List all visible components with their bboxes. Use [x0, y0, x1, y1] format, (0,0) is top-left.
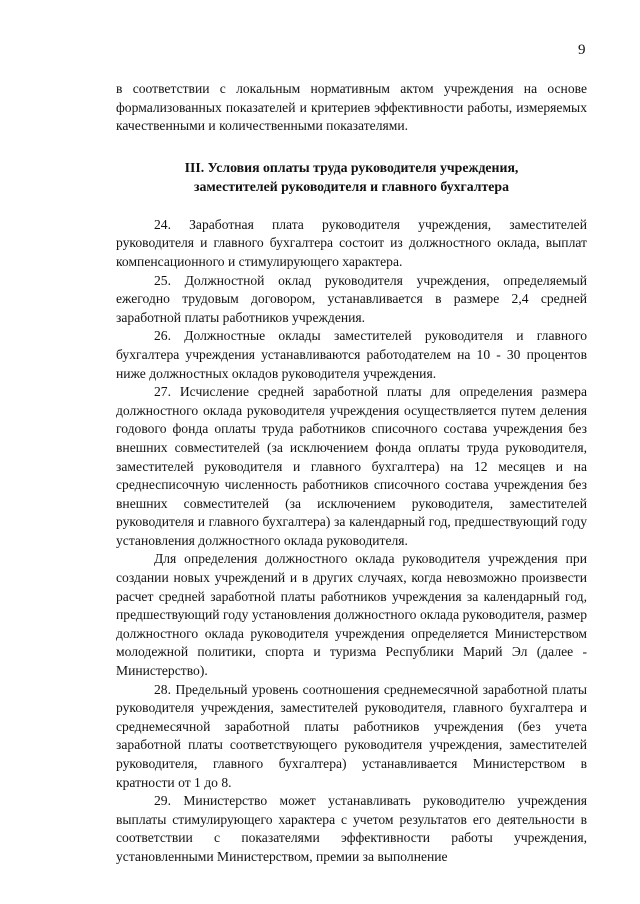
document-body	[116, 80, 587, 867]
paragraph-27: 27. Исчисление средней заработной платы для определения размера должностного оклада руководителя учреждения осуществляется путем деления годового фонда оплаты труда работников списочного состава учреждения без внешних совместителей (за исключением фонда оплаты труда руководителя, заместителей руководителя и главного бухгалтера) на 12 месяцев и на среднесписочную численность работников списочного состава учреждения без внешних совместителей (за исключением руководителя, заместителей руководителя и главного бухгалтера) за календарный год, предшествующий году установления должностного оклада руководителя.	[116, 384, 587, 548]
paragraph-25: 25. Должностной оклад руководителя учреждения, определяемый ежегодно трудовым договором, устанавливается в размере 2,4 средней заработной платы работников учреждения.	[116, 272, 587, 325]
paragraph-26: 26. Должностные оклады заместителей руководителя и главного бухгалтера учреждения устанавливаются работодателем на 10 - 30 процентов ниже должностных окладов руководителя учреждения.	[116, 328, 587, 381]
section-title-line-2: заместителей руководителя и главного бухгалтера	[193, 178, 510, 194]
page-number: 9	[578, 42, 586, 58]
section-heading	[116, 158, 587, 196]
intro-paragraph: в соответствии с локальным нормативным актом учреждения на основе формализованных показателей и критериев эффективности работы, измеряемых качественными и количественными показателями.	[116, 81, 587, 134]
paragraph-24: 24. Заработная плата руководителя учреждения, заместителей руководителя и главного бухгалтера состоит из должностного оклада, выплат компенсационного и стимулирующего характера.	[116, 216, 587, 269]
paragraph-28: 28. Предельный уровень соотношения среднемесячной заработной платы руководителя учреждения, заместителей руководителя, главного бухгалтера и среднемесячной заработной платы работников учреждения (без учета заработной платы соответствующего руководителя учреждения, заместителей руководителя, главного бухгалтера) устанавливается Министерством в кратности от 1 до 8.	[116, 681, 587, 790]
paragraph-27-continued: Для определения должностного оклада руководителя учреждения при создании новых учреждений и в других случаях, когда невозможно произвести расчет средней заработной платы работников учреждения за календарный год, предшествующий году установления должностного оклада руководителя, размер должностного оклада руководителя учреждения определяется Министерством молодежной политики, спорта и туризма Республики Марий Эл (далее - Министерство).	[116, 551, 587, 679]
paragraph-29: 29. Министерство может устанавливать руководителю учреждения выплаты стимулирующего характера с учетом результатов его деятельности в соответствии с показателями эффективности работы учреждения, установленными Министерством, премии за выполнение	[116, 793, 587, 864]
section-title-line-1: III. Условия оплаты труда руководителя учреждения,	[184, 159, 519, 175]
